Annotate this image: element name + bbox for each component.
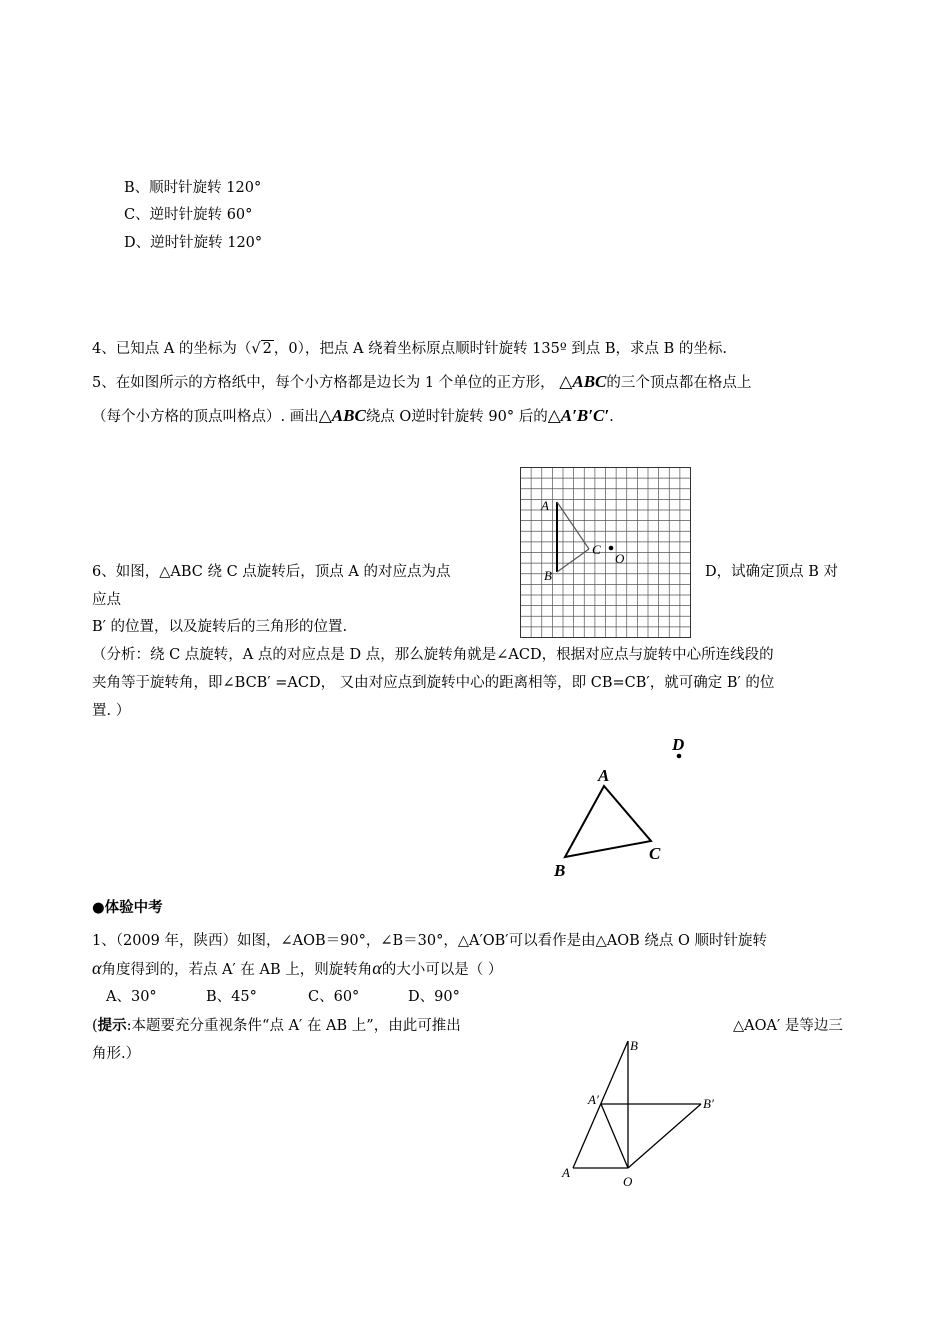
q5-text-a: 5、在如图所示的方格纸中，每个小方格都是边长为 1 个单位的正方形， (92, 375, 555, 391)
triangle-figure (545, 733, 705, 883)
hint-text: :本题要充分重视条件“点 A′ 在 AB 上”，由此可推出 (126, 1018, 461, 1034)
label-o: O (623, 1174, 633, 1189)
hint-open-paren: ( (92, 1018, 98, 1034)
q5-text-c: （每个小方格的顶点叫格点）. 画出 (92, 409, 319, 425)
triangle-abc-symbol-2: △ABC (318, 406, 366, 425)
point-o (609, 546, 614, 551)
hint-line-2: 角形.） (92, 1046, 141, 1062)
exam-q1-text-b: 的大小可以是（ ） (381, 962, 503, 978)
question-4 (92, 339, 727, 359)
triangle-prime-symbol: △A′B′C′ (547, 406, 610, 425)
label-b: B (554, 861, 566, 880)
label-d: D (672, 735, 685, 754)
triangle-abc-symbol: △ABC (559, 372, 607, 391)
q4-text-start: 4、已知点 A 的坐标为（ (92, 341, 252, 357)
choice-b: B、45° (206, 989, 257, 1005)
label-a: A (598, 766, 610, 785)
choice-d: D、90° (408, 989, 460, 1005)
label-b: B (630, 1038, 638, 1053)
segment-a-prime-o (601, 1104, 628, 1168)
label-a-prime: A′ (588, 1092, 599, 1107)
choice-c: C、60° (308, 989, 360, 1005)
hint-line-1 (92, 1016, 461, 1036)
sqrt-argument: 2 (262, 341, 272, 357)
analysis-line-2: 夹角等于旋转角，即∠BCB′ =ACD， 又由对应点到旋转中心的距离相等，即 CB=CB′，就可确定 B′ 的位 (92, 675, 775, 691)
alpha-symbol-2: α (372, 958, 382, 978)
alpha-symbol: α (92, 958, 102, 978)
question-5-line-1 (92, 372, 751, 393)
hint-label: 提示 (97, 1018, 127, 1034)
option-d: D、逆时针旋转 120° (124, 235, 263, 251)
q5-period: . (609, 409, 614, 425)
choice-a: A、30° (106, 989, 157, 1005)
hint-line-1-end: △AOA′ 是等边三 (733, 1018, 843, 1034)
label-b: B (544, 568, 552, 583)
label-c: C (649, 844, 661, 863)
label-a: A (541, 498, 549, 513)
triangle-abc (565, 786, 651, 857)
label-c: C (592, 542, 601, 557)
option-c: C、逆时针旋转 60° (124, 207, 253, 223)
question-6-line-3: B′ 的位置，以及旋转后的三角形的位置. (92, 619, 348, 635)
question-5-line-2 (92, 406, 614, 427)
question-6-line-1a: 6、如图，△ABC 绕 C 点旋转后，顶点 A 的对应点为点 (92, 564, 451, 580)
label-o: O (615, 551, 625, 566)
question-6-line-1b: D，试确定顶点 B 对 (705, 564, 838, 580)
q5-text-b: 的三个顶点都在格点上 (606, 375, 752, 391)
label-a: A (562, 1165, 570, 1180)
point-d (677, 754, 682, 759)
q4-text-end: ，0），把点 A 绕着坐标原点顺时针旋转 135º 到点 B，求点 B 的坐标. (273, 341, 728, 357)
analysis-line-3: 置. ） (92, 703, 131, 719)
q5-text-d: 绕点 O逆时针旋转 90° 后的 (365, 409, 548, 425)
rotation-figure (555, 1030, 735, 1198)
exam-q1-text-a: 角度得到的，若点 A′ 在 AB 上，则旋转角 (101, 962, 373, 978)
grid-figure (520, 467, 692, 639)
analysis-line-1: （分析：绕 C 点旋转，A 点的对应点是 D 点，那么旋转角就是∠ACD，根据对应点与旋转中心所连线段的 (92, 647, 774, 663)
sqrt-symbol: √ (251, 341, 261, 357)
section-heading: ●体验中考 (92, 900, 163, 916)
question-6-line-2: 应点 (92, 592, 121, 608)
option-b: B、顺时针旋转 120° (124, 180, 262, 196)
label-b-prime: B′ (703, 1096, 714, 1111)
exam-q1-line-1: 1、（2009 年，陕西）如图，∠AOB＝90°，∠B＝30°，△A′OB′可以看作是由△AOB 绕点 O 顺时针旋转 (92, 933, 767, 949)
segment-b-prime-o (628, 1104, 701, 1168)
exam-q1-line-2 (92, 958, 502, 980)
